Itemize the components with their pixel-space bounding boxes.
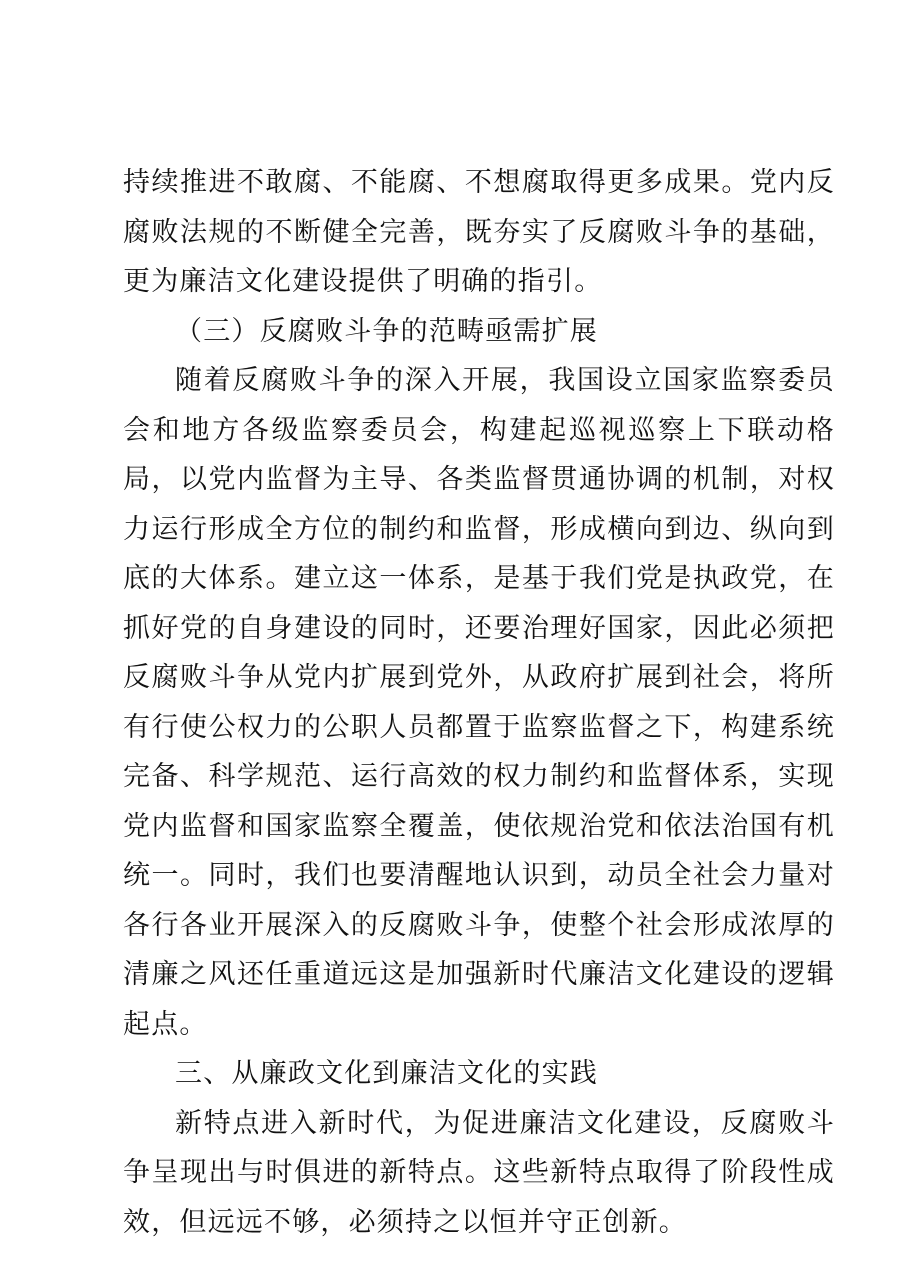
paragraph-new-features: 新特点进入新时代，为促进廉洁文化建设，反腐败斗争呈现出与时俱进的新特点。这些新特点取得了阶段性成效，但远远不够，必须持之以恒并守正创新。: [123, 1107, 835, 1238]
section-heading-3: （三）反腐败斗争的范畴亟需扩展: [175, 315, 598, 347]
document-body: [123, 158, 835, 1247]
paragraph-expansion: 随着反腐败斗争的深入开展，我国设立国家监察委员会和地方各级监察委员会，构建起巡视巡察上下联动格局，以党内监督为主导、各类监督贯通协调的机制，对权力运行形成全方位的制约和监督，形成横向到边、纵向到底的大体系。建立这一体系，是基于我们党是执政党，在抓好党的自身建设的同时，还要治理好国家，因此必须把反腐败斗争从党内扩展到党外，从政府扩展到社会，将所有行使公权力的公职人员都置于监察监督之下，构建系统完备、科学规范、运行高效的权力制约和监督体系，实现党内监督和国家监察全覆盖，使依规治党和依法治国有机统一。同时，我们也要清醒地认识到，动员全社会力量对各行各业开展深入的反腐败斗争，使整个社会形成浓厚的清廉之风还任重道远这是加强新时代廉洁文化建设的逻辑起点。: [123, 365, 835, 1040]
paragraph-continued: 持续推进不敢腐、不能腐、不想腐取得更多成果。党内反腐败法规的不断健全完善，既夯实了反腐败斗争的基础，更为廉洁文化建设提供了明确的指引。: [123, 167, 835, 297]
chapter-heading-3: 三、从廉政文化到廉洁文化的实践: [175, 1058, 598, 1089]
